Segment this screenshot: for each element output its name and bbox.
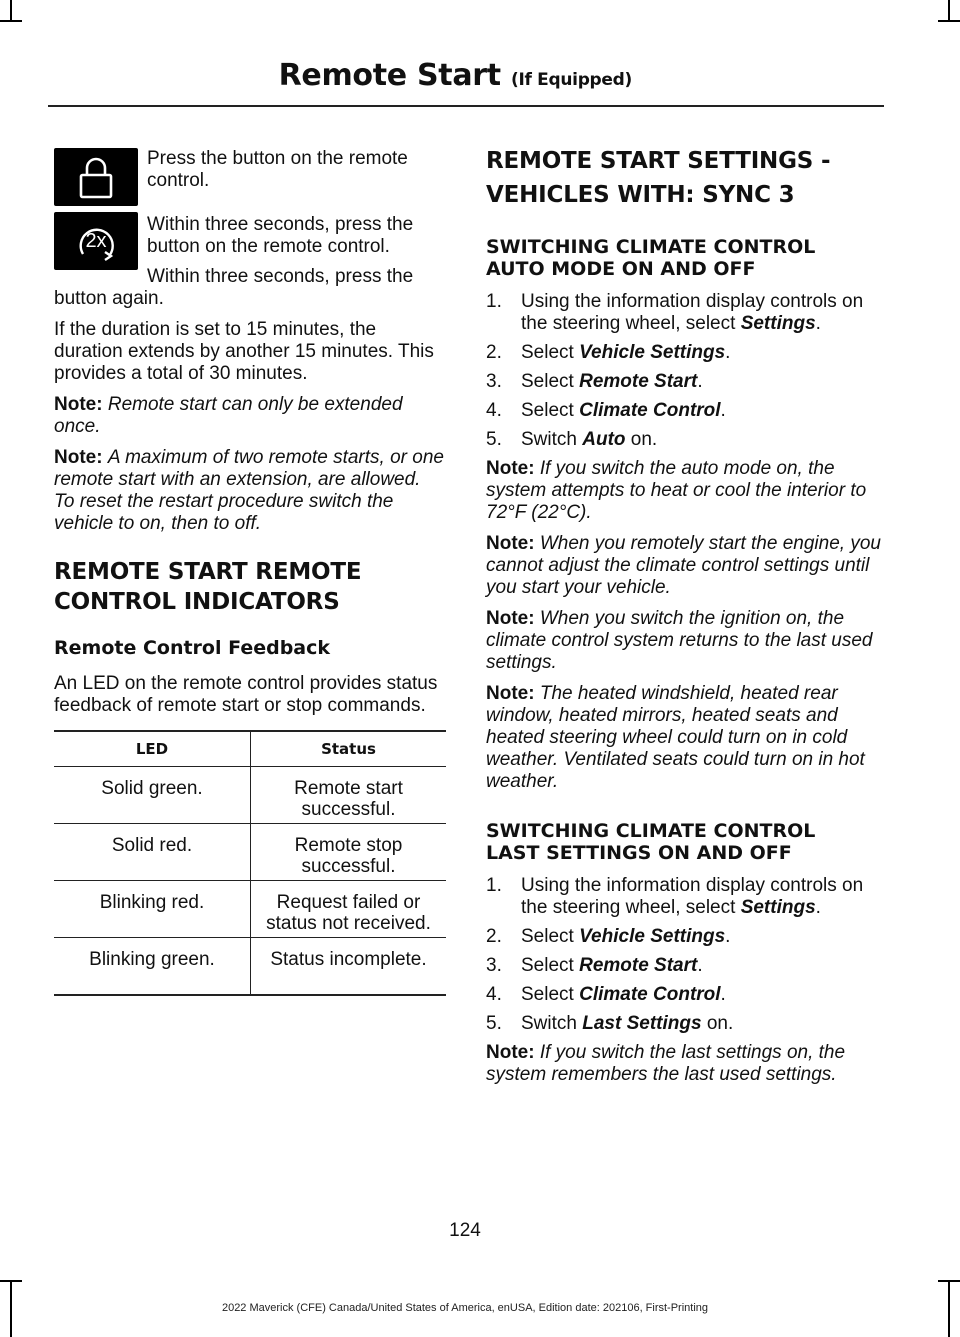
table-cell: Solid red. <box>54 824 251 881</box>
menu-option-name: Climate Control <box>579 984 721 1005</box>
list-item <box>486 875 882 919</box>
table-cell: Request failed or status not received. <box>251 881 447 938</box>
step-number: 5. <box>486 429 502 450</box>
note <box>486 1042 882 1086</box>
step-text: Using the information display controls on the steering wheel, select <box>521 875 864 918</box>
table-header: LED <box>54 731 251 767</box>
list-item <box>486 291 882 335</box>
paragraph-text: Within three seconds, press the button again. <box>54 266 414 309</box>
table-cell: Remote stop successful. <box>251 824 447 881</box>
step-number: 3. <box>486 371 502 392</box>
table-row <box>54 938 446 995</box>
paragraph: Press the button on the remote control. <box>147 148 408 191</box>
step-text: Select <box>521 342 580 363</box>
table-row <box>54 824 446 881</box>
note-label: Note: <box>486 458 535 479</box>
note <box>486 533 882 599</box>
section-heading: CONTROL INDICATORS <box>54 589 340 615</box>
crop-mark <box>10 0 12 22</box>
note-text: If you switch the auto mode on, the system attempts to heat or cool the interior to 72°F (22°C). <box>486 458 867 523</box>
steps-list-auto-mode <box>486 291 882 451</box>
step-text: Switch <box>521 429 583 450</box>
note-label: Note: <box>54 447 103 468</box>
table-cell: Solid green. <box>54 767 251 824</box>
list-item <box>486 1013 882 1035</box>
step-number: 3. <box>486 955 502 976</box>
subsection-heading: Remote Control Feedback <box>54 637 331 659</box>
note-text: If you switch the last settings on, the system remembers the last used settings. <box>486 1042 846 1085</box>
page-footer: 2022 Maverick (CFE) Canada/United States of America, enUSA, Edition date: 202106, First-Printing <box>221 1302 709 1314</box>
subsection-heading: AUTO MODE ON AND OFF <box>486 258 756 280</box>
page-number: 124 <box>449 1220 481 1241</box>
step-text: Select <box>521 926 580 947</box>
press-twice-label: 2x <box>85 230 107 252</box>
step-text: . <box>697 371 703 392</box>
menu-option-name: Settings <box>740 313 816 334</box>
step-text: Using the information display controls on the steering wheel, select <box>521 291 864 334</box>
crop-mark <box>938 20 960 22</box>
notes-auto-mode <box>486 458 882 793</box>
list-item <box>486 429 882 451</box>
led-status-table <box>54 730 446 996</box>
page-title-main: Remote Start <box>278 58 501 93</box>
step-number: 4. <box>486 400 502 421</box>
step-number: 1. <box>486 291 502 312</box>
crop-mark <box>948 1280 950 1337</box>
step-text: Select <box>521 400 580 421</box>
note <box>54 447 446 535</box>
paragraph: Within three seconds, press the button on the remote control. <box>147 214 414 257</box>
list-item <box>486 371 882 393</box>
step-number: 1. <box>486 875 502 896</box>
note-label: Note: <box>486 533 535 554</box>
crop-mark <box>0 1280 22 1282</box>
menu-option-name: Vehicle Settings <box>579 926 726 947</box>
menu-option-name: Remote Start <box>579 955 698 976</box>
note <box>486 683 882 793</box>
step-text: . <box>725 926 731 947</box>
list-item <box>486 926 882 948</box>
note-label: Note: <box>486 683 535 704</box>
table-cell: Blinking green. <box>54 938 251 995</box>
step-text: on. <box>701 1013 734 1034</box>
step-number: 2. <box>486 926 502 947</box>
note-text: Remote start can only be extended once. <box>54 394 403 437</box>
menu-option-name: Settings <box>740 897 816 918</box>
page-title-subtitle: (If Equipped) <box>510 70 632 90</box>
note <box>54 394 446 438</box>
step-text: Select <box>521 371 580 392</box>
step-text: . <box>720 984 726 1005</box>
table-row <box>54 767 446 824</box>
step-text: . <box>815 313 821 334</box>
list-item <box>486 342 882 364</box>
paragraph: An LED on the remote control provides status feedback of remote start or stop commands. <box>54 673 438 716</box>
menu-option-name: Last Settings <box>582 1013 702 1034</box>
step-text: . <box>720 400 726 421</box>
note-label: Note: <box>486 608 535 629</box>
step-text: . <box>725 342 731 363</box>
header-divider <box>48 105 884 107</box>
note-text: When you remotely start the engine, you cannot adjust the climate control settings until you start your vehicle. <box>486 533 881 598</box>
step-text: Switch <box>521 1013 583 1034</box>
note-text: The heated windshield, heated rear window, heated mirrors, heated seats and heated steering wheel could turn on in cold weather. Ventilated seats could turn on in hot weather. <box>486 683 865 792</box>
subsection-heading: SWITCHING CLIMATE CONTROL <box>486 236 816 258</box>
crop-mark <box>938 1280 960 1282</box>
step-text: Select <box>521 955 580 976</box>
table-header: Status <box>251 731 447 767</box>
section-heading: REMOTE START SETTINGS - <box>486 148 831 174</box>
table-header-row <box>54 731 446 767</box>
paragraph <box>54 266 446 310</box>
step-text: Select <box>521 984 580 1005</box>
step-text: on. <box>625 429 658 450</box>
subsection-heading: SWITCHING CLIMATE CONTROL <box>486 820 816 842</box>
table-row <box>54 881 446 938</box>
section-heading: REMOTE START REMOTE <box>54 559 362 585</box>
note <box>486 608 882 674</box>
step-number: 2. <box>486 342 502 363</box>
note-label: Note: <box>486 1042 535 1063</box>
crop-mark <box>0 20 22 22</box>
note-text: A maximum of two remote starts, or one remote start with an extension, are allowed. To reset the restart procedure switch the vehicle to on, then to off. <box>54 447 444 534</box>
step-number: 4. <box>486 984 502 1005</box>
table-cell: Blinking red. <box>54 881 251 938</box>
note-label: Note: <box>54 394 103 415</box>
note <box>486 458 882 524</box>
table-cell: Status incomplete. <box>251 938 447 995</box>
page-title <box>279 58 632 93</box>
paragraph: If the duration is set to 15 minutes, the duration extends by another 15 minutes. This provides a total of 30 minutes. <box>54 319 434 384</box>
table-cell: Remote start successful. <box>251 767 447 824</box>
list-item <box>486 984 882 1006</box>
subsection-heading: LAST SETTINGS ON AND OFF <box>486 842 792 864</box>
list-item <box>486 955 882 977</box>
menu-option-name: Climate Control <box>579 400 721 421</box>
menu-option-name: Remote Start <box>579 371 698 392</box>
crop-mark <box>948 0 950 22</box>
list-item <box>486 400 882 422</box>
menu-option-name: Auto <box>582 429 626 450</box>
step-text: . <box>815 897 821 918</box>
step-text: . <box>697 955 703 976</box>
step-number: 5. <box>486 1013 502 1034</box>
steps-list-last-settings <box>486 875 882 1035</box>
menu-option-name: Vehicle Settings <box>579 342 726 363</box>
section-heading: VEHICLES WITH: SYNC 3 <box>486 182 795 208</box>
note-text: When you switch the ignition on, the climate control system returns to the last used settings. <box>486 608 873 673</box>
